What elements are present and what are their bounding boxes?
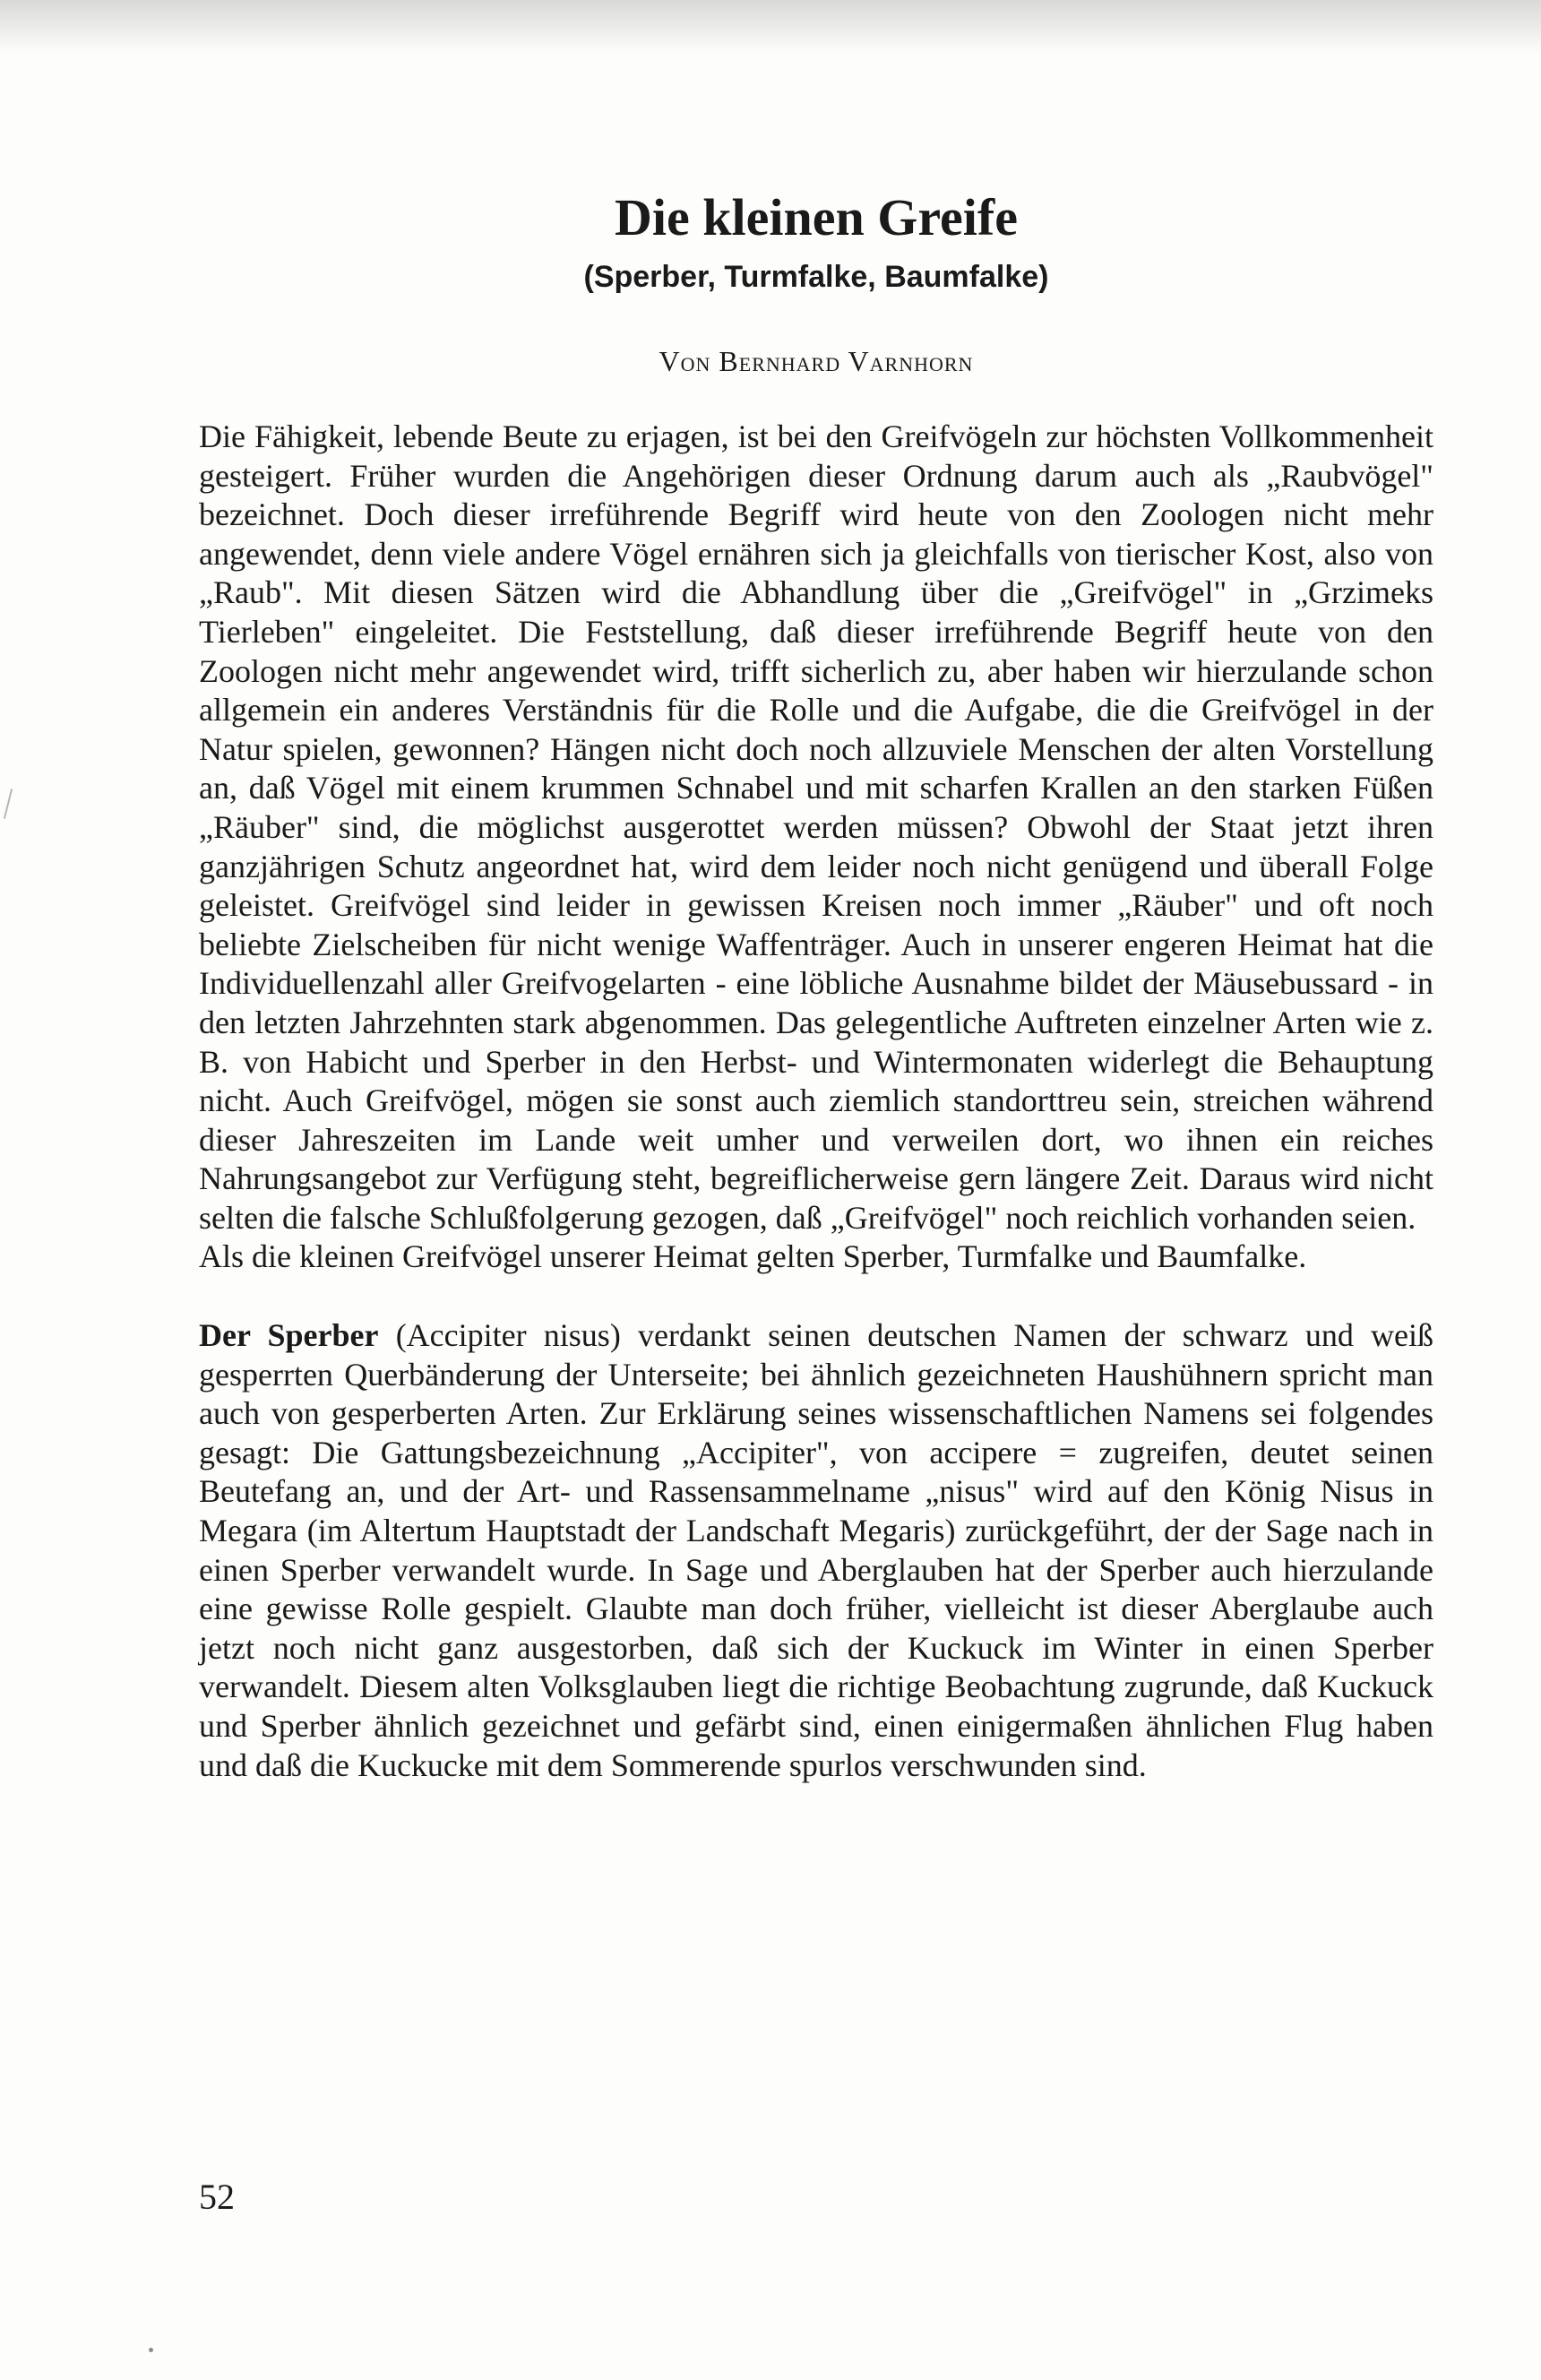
scan-margin-mark: [4, 789, 13, 818]
article-author: Von Bernhard Varnhorn: [659, 345, 974, 377]
paragraph-sperber-text: (Accipiter nisus) verdankt seinen deutschen Namen der schwarz und weiß gesperrten Querbänderung der Unterseite; bei ähnlich gezeichneten Haushühnern spricht man auch von gesperberten Arten. Zur Erklärung seines wissenschaftlichen Namens sei folgendes gesagt: Die Gattungsbezeichnung „Accipiter", von accipere = zugreifen, deutet seinen Beutefang an, und der Art- und Rassensammelname „nisus" wird auf den König Nisus in Megara (im Altertum Hauptstadt der Landschaft Megaris) zurückgeführt, der der Sage nach in einen Sperber verwandelt wurde. In Sage und Aberglauben hat der Sperber auch hierzulande eine gewisse Rolle gespielt. Glaubte man doch früher, vielleicht ist dieser Aberglaube auch jetzt noch nicht ganz ausgestorben, daß sich der Kuckuck im Winter in einen Sperber verwandelt. Diesem alten Volksglauben liegt die richtige Beobachtung zugrunde, daß Kuckuck und Sperber ähnlich gezeichnet und gefärbt sind, einen einigermaßen ähnlichen Flug haben und daß die Kuckucke mit dem Sommerende spurlos verschwunden sind.: [199, 1317, 1434, 1783]
paragraph-intro: Die Fähigkeit, lebende Beute zu erjagen, ist bei den Greifvögeln zur höchsten Vollkommenheit gesteigert. Früher wurden die Angehörigen dieser Ordnung darum auch als „Raubvögel" bezeichnet. Doch dieser irreführende Begriff wird heute von den Zoologen nicht mehr angewendet, denn viele andere Vögel ernähren sich ja gleichfalls von tierischer Kost, also von „Raub". Mit diesen Sätzen wird die Abhandlung über die „Greifvögel" in „Grzimeks Tierleben" eingeleitet. Die Feststellung, daß dieser irreführende Begriff heute von den Zoologen nicht mehr angewendet wird, trifft sicherlich zu, aber haben wir hierzulande schon allgemein ein anderes Verständnis für die Rolle und die Aufgabe, die die Greifvögel in der Natur spielen, gewonnen? Hängen nicht doch noch allzuviele Menschen der alten Vorstellung an, daß Vögel mit einem krummen Schnabel und mit scharfen Krallen an den starken Füßen „Räuber" sind, die möglichst ausgerottet werden müssen? Obwohl der Staat jetzt ihren ganzjährigen Schutz angeordnet hat, wird dem leider noch nicht genügend und überall Folge geleistet. Greifvögel sind leider in gewissen Kreisen noch immer „Räuber" und oft noch beliebte Zielscheiben für nicht wenige Waffenträger. Auch in unserer engeren Heimat hat die Individuellenzahl aller Greifvogelarten - eine löbliche Ausnahme bildet der Mäusebussard - in den letzten Jahrzehnten stark abgenommen. Das gelegentliche Auftreten einzelner Arten wie z. B. von Habicht und Sperber in den Herbst- und Wintermonaten widerlegt die Behauptung nicht. Auch Greifvögel, mögen sie sonst auch ziemlich standorttreu sein, streichen während dieser Jahreszeiten im Lande weit umher und verweilen dort, wo ihnen ein reiches Nahrungsangebot zur Verfügung steht, begreiflicherweise gern längere Zeit. Daraus wird nicht selten die falsche Schlußfolgerung gezogen, daß „Greifvögel" noch reichlich vorhanden seien.: [199, 418, 1433, 1236]
article-title: Die kleinen Greife: [615, 188, 1018, 246]
article-subtitle: (Sperber, Turmfalke, Baumfalke): [583, 260, 1049, 294]
paragraph-lead-term: Der Sperber: [199, 1317, 379, 1354]
scan-top-edge: [0, 0, 1541, 54]
paragraph-species-list: Als die kleinen Greifvögel unserer Heimat gelten Sperber, Turmfalke und Baumfalke.: [199, 1238, 1307, 1275]
paragraph-sperber: [199, 1316, 1433, 1785]
article-body: [199, 418, 1433, 1785]
scan-speck: [149, 2348, 153, 2352]
page-number: 52: [199, 2177, 235, 2217]
article-header: [199, 184, 1433, 379]
